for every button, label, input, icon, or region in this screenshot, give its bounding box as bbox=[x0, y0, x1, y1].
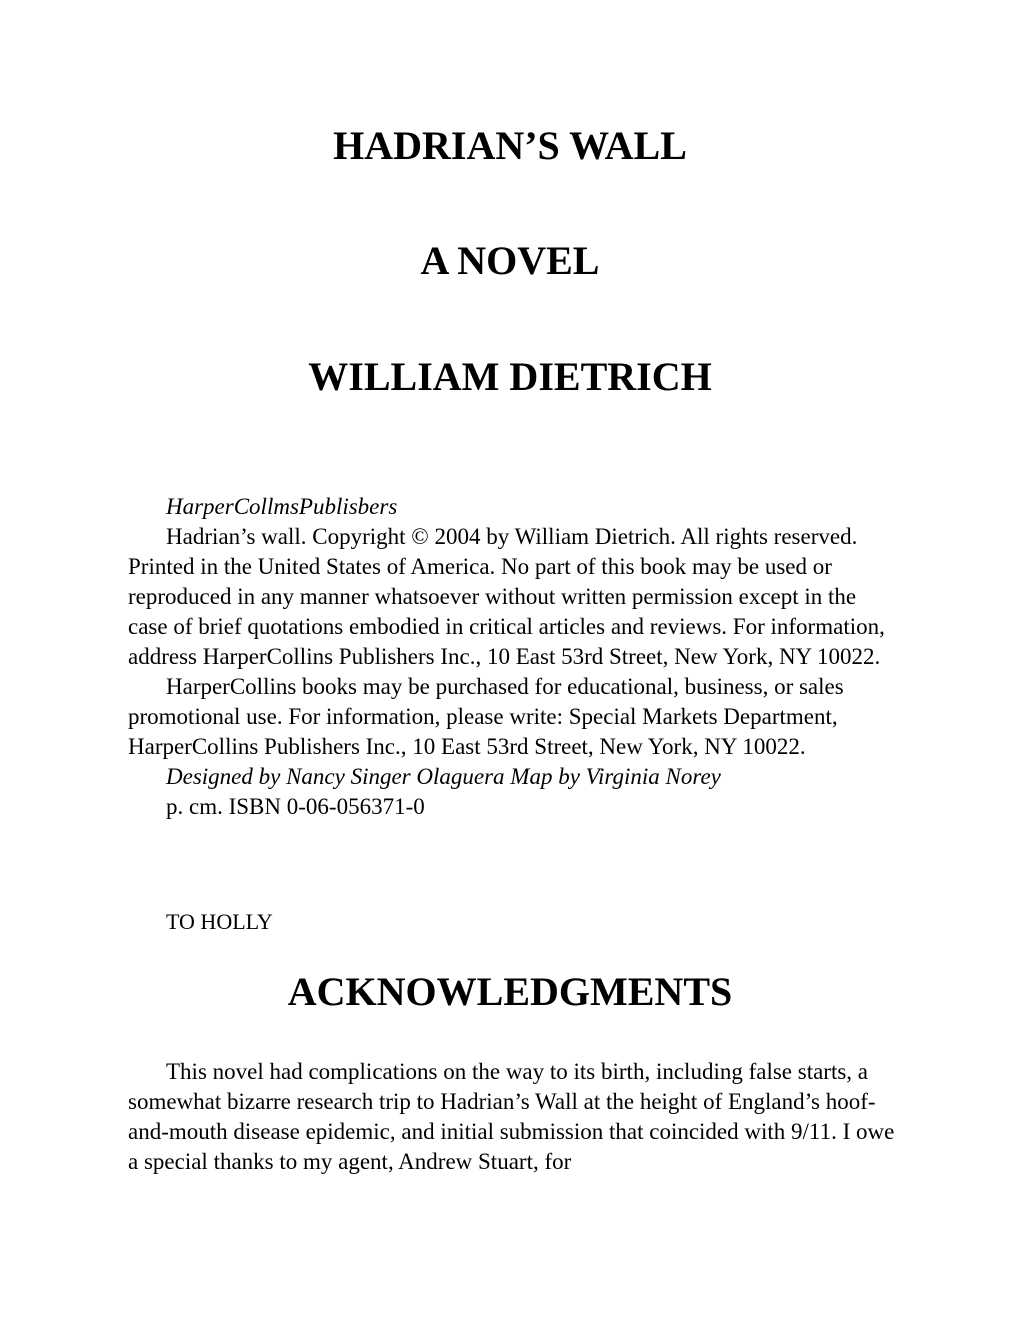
book-subtitle: A NOVEL bbox=[420, 238, 600, 283]
acknowledgments-block bbox=[128, 1057, 898, 1177]
dedication: TO HOLLY bbox=[166, 909, 273, 934]
copyright-block bbox=[128, 492, 898, 822]
book-author: WILLIAM DIETRICH bbox=[308, 354, 712, 399]
design-credit: Designed by Nancy Singer Olaguera Map by Virginia Norey bbox=[166, 764, 721, 789]
acknowledgments-heading: ACKNOWLEDGMENTS bbox=[287, 969, 733, 1014]
sales-paragraph: HarperCollins books may be purchased for educational, business, or sales promotional use. For information, please write: Special Markets Department, HarperCollins Publishers Inc., 10 East 53rd Street, New York, NY 10022. bbox=[128, 674, 844, 759]
copyright-paragraph: Hadrian’s wall. Copyright © 2004 by William Dietrich. All rights reserved. Printed in the United States of America. No part of this book may be used or reproduced in any manner whatsoever without written permission except in the case of brief quotations embodied in critical articles and reviews. For information, address HarperCollins Publishers Inc., 10 East 53rd Street, New York, NY 10022. bbox=[128, 524, 885, 669]
dedication-block bbox=[128, 907, 898, 937]
publisher-line: HarperCollmsPublisbers bbox=[166, 494, 398, 519]
acknowledgments-paragraph: This novel had complications on the way to its birth, including false starts, a somewhat bizarre research trip to Hadrian’s Wall at the height of England’s hoof-and-mouth disease epidemic, and initial submission that coincided with 9/11. I owe a special thanks to my agent, Andrew Stuart, for bbox=[128, 1059, 895, 1174]
isbn-line: p. cm. ISBN 0-06-056371-0 bbox=[166, 794, 425, 819]
book-title: HADRIAN’S WALL bbox=[333, 123, 687, 168]
